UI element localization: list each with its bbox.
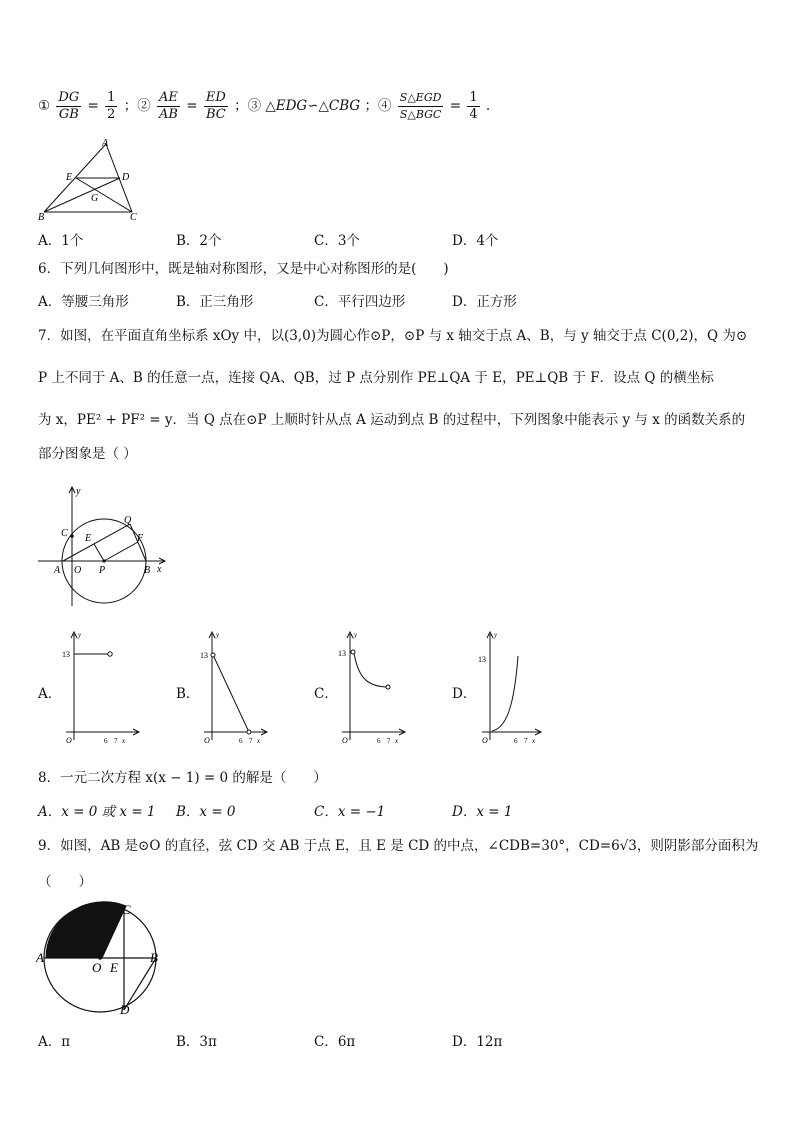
q7-graph-d	[478, 628, 544, 748]
q9-answer-paren: （ ）	[38, 874, 92, 890]
svg-text:7: 7	[114, 737, 118, 745]
q9-option-c: C．6π	[314, 1034, 356, 1050]
svg-text:6: 6	[104, 737, 108, 745]
svg-text:6: 6	[239, 737, 243, 745]
q7-stem-line-3: 为 x，PE² + PF² = y．当 Q 点在⊙P 上顺时针从点 A 运动到点 B 的过程中，下列图象中能表示 y 与 x 的函数关系的	[38, 412, 746, 428]
svg-text:y: y	[78, 631, 82, 639]
label-d: D	[120, 1002, 130, 1017]
fraction-one-quarter: $\frac{1}{4}$	[469, 90, 478, 122]
q6-stem: 6．下列几何图形中，既是轴对称图形，又是中心对称图形的是( )	[38, 261, 449, 277]
fraction-dg-gb: $\frac{DG}{GB}$	[58, 90, 80, 122]
svg-text:y: y	[216, 631, 220, 639]
q7-option-c-letter: C．	[314, 686, 338, 702]
q9-option-a: A．π	[38, 1034, 71, 1050]
label-g: G	[91, 193, 99, 204]
q8-option-b: B．x = 0	[176, 804, 236, 820]
svg-text:x: x	[395, 737, 399, 745]
label-p: P	[99, 565, 106, 576]
q8-option-c: C．x = −1	[314, 804, 386, 820]
label-q: Q	[124, 515, 132, 526]
q7-graph-a	[62, 628, 142, 748]
svg-text:O: O	[482, 736, 488, 745]
svg-text:x: x	[532, 737, 536, 745]
fraction-ae-ab: $\frac{AE}{AB}$	[159, 90, 178, 122]
svg-text:6: 6	[514, 737, 518, 745]
svg-text:O: O	[204, 736, 210, 745]
label-a: A	[54, 565, 61, 576]
q5-option-c: C．3个	[314, 233, 360, 249]
svg-text:13: 13	[200, 651, 208, 660]
svg-text:13: 13	[478, 655, 486, 664]
q6-option-d: D．正方形	[452, 294, 517, 310]
svg-text:O: O	[342, 736, 348, 745]
q5-triangle-figure	[36, 138, 146, 222]
q6-option-a: A．等腰三角形	[38, 294, 129, 310]
q6-option-c: C．平行四边形	[314, 294, 406, 310]
fraction-ed-bc: $\frac{ED}{BC}$	[205, 90, 226, 122]
svg-text:y: y	[494, 631, 498, 639]
q9-stem: 9．如图，AB 是⊙O 的直径，弦 CD 交 AB 于点 E，且 E 是 CD 的中点，∠CDB=30°，CD=6√3，则阴影部分面积为	[38, 838, 759, 854]
label-a: A	[36, 950, 44, 965]
q5-option-b: B．2个	[176, 233, 222, 249]
svg-text:6: 6	[377, 737, 381, 745]
svg-text:7: 7	[524, 737, 528, 745]
q7-stem-line-2: P 上不同于 A、B 的任意一点，连接 QA、QB，过 P 点分别作 PE⊥QA 于 E，PE⊥QB 于 F．设点 Q 的横坐标	[38, 370, 714, 386]
svg-text:x: x	[257, 737, 261, 745]
svg-text:y: y	[354, 631, 358, 639]
svg-text:7: 7	[249, 737, 253, 745]
label-a: A	[102, 138, 109, 149]
label-y-axis: y	[76, 486, 81, 497]
q7-graph-b	[200, 628, 270, 748]
q9-option-d: D．12π	[452, 1034, 503, 1050]
q7-option-d-letter: D．	[452, 686, 477, 702]
q8-stem: 8．一元二次方程 x(x − 1) = 0 的解是（ ）	[38, 770, 327, 786]
label-b: B	[150, 950, 158, 965]
q5-statements: ① $\frac{DG}{GB}$ = $\frac{1}{2}$ ；② $\frac{AE}{AB}$ = $\frac{ED}{BC}$ ；③ △EDG∽△CBG ；④ $\frac{\text{S△EGD}}{\text{S△BGC}}$ = $\frac{1}{4}$ .	[38, 90, 491, 122]
q5-option-a: A．1个	[38, 233, 84, 249]
svg-text:13: 13	[338, 649, 346, 658]
svg-text:x: x	[122, 737, 126, 745]
q7-graph-c	[338, 628, 408, 748]
svg-text:7: 7	[387, 737, 391, 745]
label-e: E	[85, 533, 92, 544]
q6-option-b: B．正三角形	[176, 294, 254, 310]
q7-option-a-letter: A．	[38, 686, 62, 702]
q8-option-a: A．x = 0 或 x = 1	[38, 804, 156, 820]
fraction-one-half: $\frac{1}{2}$	[107, 90, 116, 122]
q9-option-b: B．3π	[176, 1034, 217, 1050]
q9-circle-figure	[36, 900, 166, 1018]
q7-stem-line-1: 7．如图，在平面直角坐标系 xOy 中，以(3,0)为圆心作⊙P，⊙P 与 x 轴交于点 A、B，与 y 轴交于点 C(0,2)，Q 为⊙	[38, 328, 748, 344]
label-d: D	[122, 172, 130, 183]
q7-stem-line-4: 部分图象是（ ）	[38, 446, 137, 462]
q7-option-b-letter: B．	[176, 686, 200, 702]
fraction-area-ratio: $\frac{\text{S△EGD}}{\text{S△BGC}}$	[399, 91, 442, 121]
svg-text:O: O	[66, 736, 72, 745]
label-f: F	[137, 533, 144, 544]
label-b: B	[144, 565, 151, 576]
label-b: B	[38, 212, 45, 222]
q5-option-d: D．4个	[452, 233, 499, 249]
label-c: C	[130, 212, 137, 222]
q8-option-d: D．x = 1	[452, 804, 513, 820]
label-o: O	[74, 565, 82, 576]
label-c: C	[122, 902, 131, 917]
label-x-axis: x	[157, 564, 162, 575]
label-e: E	[66, 172, 73, 183]
label-o: O	[92, 960, 102, 975]
label-c: C	[61, 528, 68, 539]
label-e: E	[110, 960, 118, 975]
q7-circle-figure	[38, 484, 168, 608]
svg-text:13: 13	[62, 650, 70, 659]
